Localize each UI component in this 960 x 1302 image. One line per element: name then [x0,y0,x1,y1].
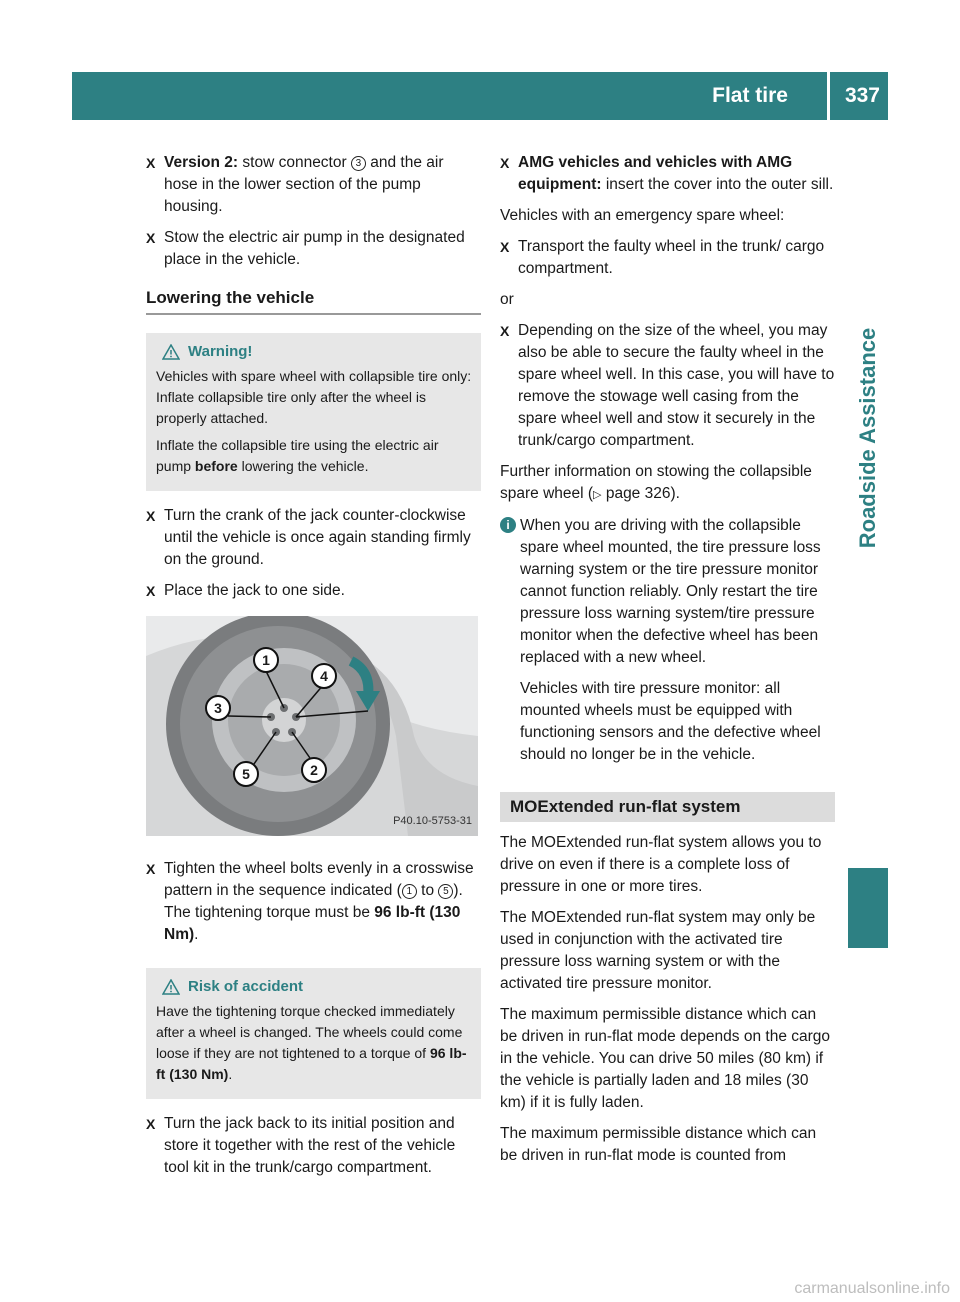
section-heading-lowering: Lowering the vehicle [146,287,481,315]
warning-triangle-icon [162,979,180,995]
step-marker-icon: X [146,155,156,171]
step-return-jack [146,1113,481,1179]
risk-torque-value: 96 lb-ft (130 Nm) [156,1045,467,1082]
side-tab-label: Roadside Assistance [855,327,880,549]
warning-text [156,435,473,477]
step-amg-cover [500,152,835,196]
step-text: Stow the electric air pump in the designated place in the vehicle. [164,229,465,268]
step-marker-icon: X [146,230,156,246]
warning-title-text: Warning! [188,343,253,360]
text-part: Further information on stowing the collapsible spare wheel ( [500,463,812,502]
warning-title [156,341,473,362]
step-text: Turn the crank of the jack counter-clockwise until the vehicle is once again standing firmly on the ground. [164,507,471,568]
risk-text [156,1001,473,1085]
callout-1-label: 1 [262,652,270,668]
warning-text-part: lowering the vehicle. [237,458,369,474]
step-marker-icon: X [500,323,510,339]
callout-5-label: 5 [242,766,250,782]
page-number: 337 [844,84,880,107]
risk-box [146,968,481,1099]
step-label: AMG vehicles and vehicles with AMG equipment: [518,154,793,193]
side-tab-marker [848,868,888,948]
step-marker-icon: X [500,155,510,171]
step-marker-icon: X [146,508,156,524]
callout-5-icon: 5 [438,884,453,899]
warning-text-part: Inflate the collapsible tire using the electric air pump [156,437,439,474]
step-text: stow connector [238,154,351,171]
paragraph: The maximum permissible distance which can be driven in run-flat mode depends on the cargo in the vehicle. You can drive 50 miles (80 km) if the vehicle is partially laden and 18 miles (30 km) if it is fully laden. [500,1006,831,1111]
warning-text: Vehicles with spare wheel with collapsible tire only: Inflate collapsible tire only after the wheel is properly attached. [156,368,472,426]
step-text: Tighten the wheel bolts evenly in a crosswise pattern in the sequence indicated ( [164,860,474,899]
paragraph-page-ref [500,461,835,506]
step-marker-icon: X [500,239,510,255]
callout-3-label: 3 [214,700,222,716]
step-text: Transport the faulty wheel in the trunk/ cargo compartment. [518,238,825,277]
wheel-bolts-figure [146,616,478,836]
info-note [500,515,835,766]
step-place-jack [146,580,481,602]
risk-text-part: . [228,1066,233,1082]
warning-box [146,333,481,491]
callout-4-label: 4 [320,668,328,684]
step-text: and the air hose in the lower section of the pump housing. [164,154,444,215]
step-marker-icon: X [146,1116,156,1132]
warning-text-bold: before [194,458,238,474]
info-text: Vehicles with tire pressure monitor: all mounted wheels must be equipped with functioning sensors and the defective wheel should no longer be in the vehicle. [520,680,821,763]
warning-triangle-icon [162,344,180,360]
info-text: When you are driving with the collapsible spare wheel mounted, the tire pressure loss warning system or the tire pressure monitor cannot function reliably. Only restart the tire pressure loss warning system/tire pressure monitor when the defective wheel has been replaced with a new wheel. [520,517,821,666]
paragraph: The MOExtended run-flat system allows you to drive on even if there is a complete loss of pressure in one or more tires. [500,834,822,895]
wheel-illustration [146,616,478,836]
step-tighten-bolts [146,858,481,946]
torque-value: 96 lb-ft (130 Nm) [164,904,461,943]
info-icon: i [500,517,516,533]
callout-2-label: 2 [310,762,318,778]
callout-1-icon: 1 [402,884,417,899]
page-ref-arrow-icon: ▷ [593,489,602,501]
watermark: carmanualsonline.info [794,1280,950,1297]
paragraph: The MOExtended run-flat system may only be used in conjunction with the activated tire pressure loss warning system or with the activated tire pressure monitor. [500,909,816,992]
section-heading-moextended: MOExtended run-flat system [500,792,835,822]
page-ref-link[interactable]: page 326). [601,485,680,502]
step-stow-pump [146,227,481,271]
step-text: ). The tightening torque must be [164,882,463,921]
step-turn-crank [146,505,481,571]
step-text: . [194,926,199,943]
header-bar [72,72,888,120]
risk-title [156,976,473,997]
step-marker-icon: X [146,583,156,599]
step-secure-wheel [500,320,835,452]
page-title: Flat tire [712,84,788,107]
or-text: or [500,291,514,308]
step-text: Depending on the size of the wheel, you may also be able to secure the faulty wheel in the spare wheel well. In this case, you will have to remove the stowage well casing from the spare wheel well and stow it securely in the trunk/cargo compartment. [518,322,835,449]
paragraph: The maximum permissible distance which can be driven in run-flat mode is counted from [500,1125,817,1164]
figure-code: P40.10-5753-31 [393,815,472,827]
paragraph: Vehicles with an emergency spare wheel: [500,207,785,224]
callout-3-icon: 3 [351,156,366,171]
step-transport-wheel [500,236,835,280]
step-marker-icon: X [146,861,156,877]
header-divider [827,72,830,120]
step-text: to [416,882,439,899]
step-version-2 [146,152,481,218]
right-column [500,152,835,1176]
step-text: insert the cover into the outer sill. [601,176,834,193]
risk-title-text: Risk of accident [188,978,304,995]
step-label: Version 2: [164,154,239,171]
step-text: Turn the jack back to its initial position and store it together with the rest of the vehicle tool kit in the trunk/cargo compartment. [164,1115,456,1176]
step-text: Place the jack to one side. [164,582,345,599]
left-column [146,152,481,1188]
risk-text-part: Have the tightening torque checked immediately after a wheel is changed. The wheels could come loose if they are not tightened to a torque of [156,1003,463,1061]
